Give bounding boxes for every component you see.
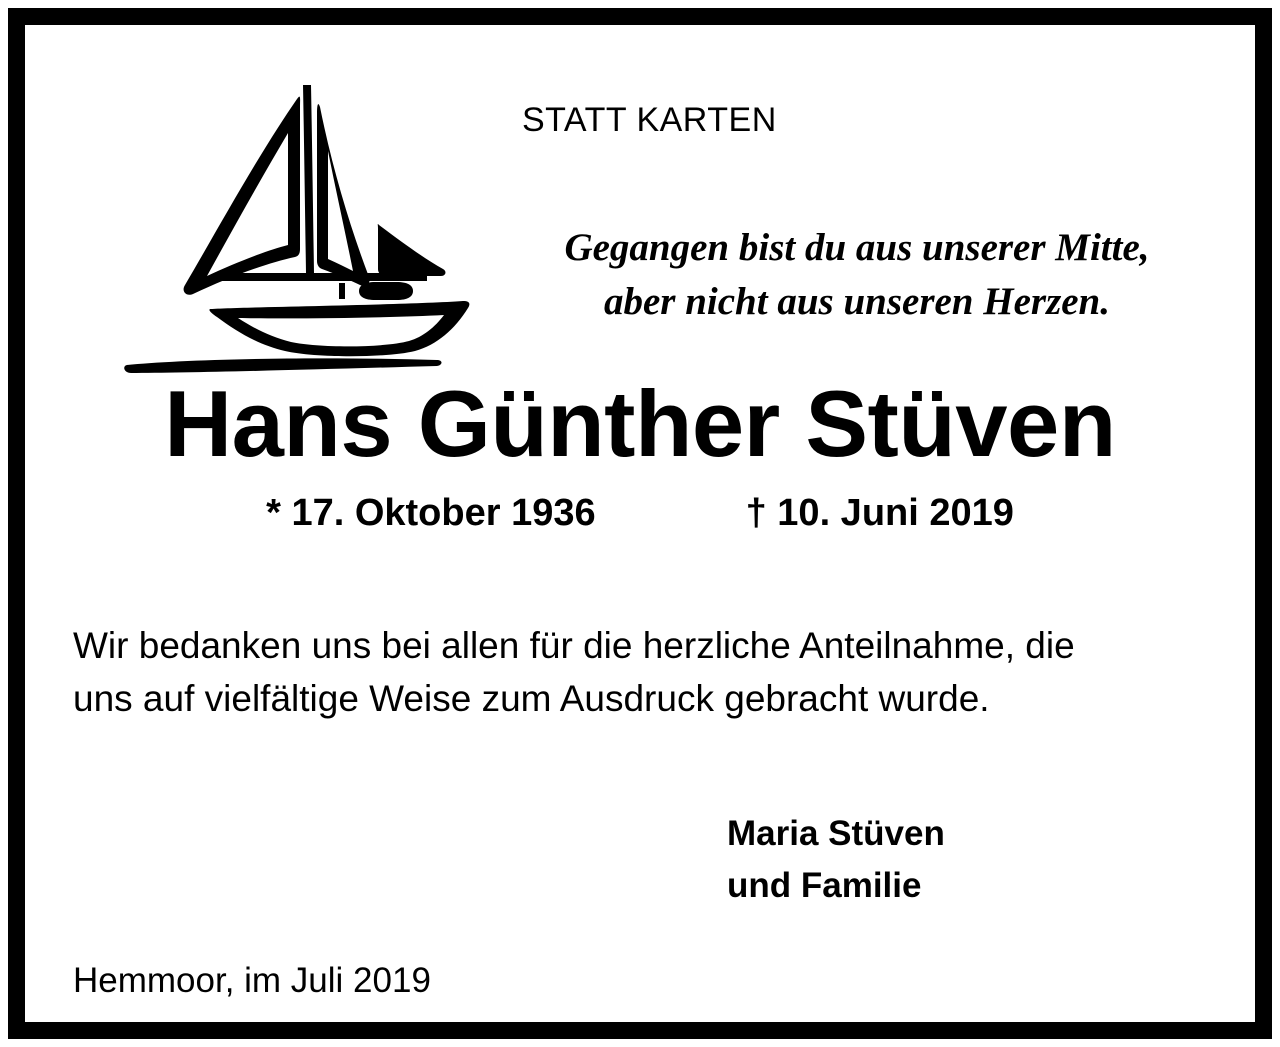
header-area bbox=[67, 43, 1213, 373]
verse-block bbox=[487, 221, 1227, 329]
birth-date: * 17. Oktober 1936 bbox=[266, 491, 596, 534]
card-outer-border bbox=[8, 8, 1272, 1039]
statt-karten-heading: STATT KARTEN bbox=[522, 101, 777, 139]
signature-block bbox=[67, 808, 1213, 913]
death-date: † 10. Juni 2019 bbox=[745, 491, 1014, 534]
signature-line-2: und Familie bbox=[727, 866, 922, 906]
thanks-line-1: Wir bedanken uns bei allen für die herzliche Anteilnahme, die bbox=[73, 624, 1075, 666]
card-content bbox=[25, 25, 1255, 1022]
verse-line-1: Gegangen bist du aus unserer Mitte, bbox=[564, 226, 1150, 269]
deceased-name: Hans Günther Stüven bbox=[164, 371, 1116, 476]
card-inner-border bbox=[22, 22, 1258, 1025]
place-and-date: Hemmoor, im Juli 2019 bbox=[73, 960, 431, 1000]
sailboat-icon bbox=[107, 77, 487, 377]
signature-line-1: Maria Stüven bbox=[727, 813, 945, 853]
life-dates bbox=[67, 492, 1213, 535]
thanks-line-2: uns auf vielfältige Weise zum Ausdruck gebracht wurde. bbox=[73, 678, 990, 720]
thanks-paragraph bbox=[67, 619, 1213, 726]
verse-line-2: aber nicht aus unseren Herzen. bbox=[603, 279, 1110, 323]
